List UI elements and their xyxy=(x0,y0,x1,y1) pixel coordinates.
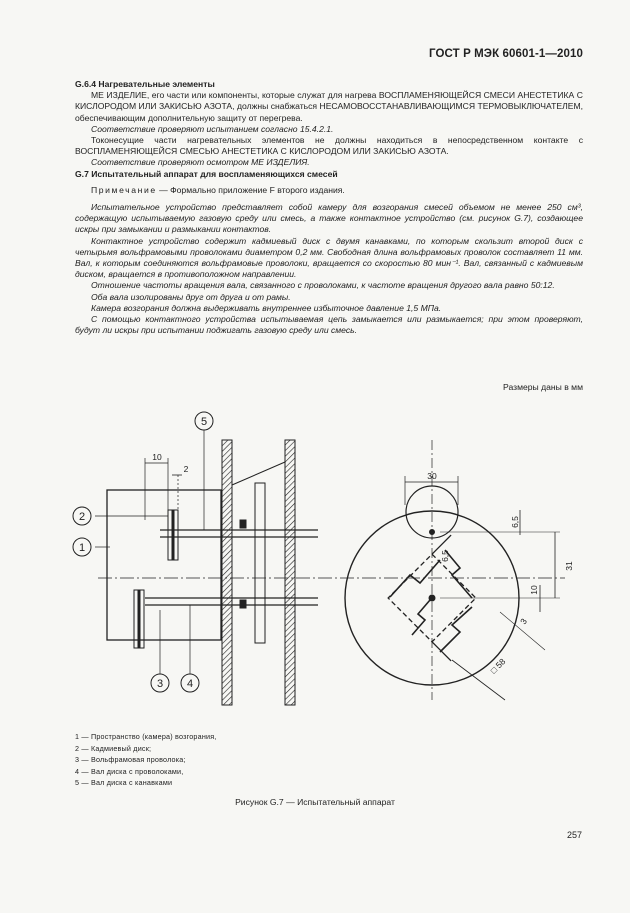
dim-label: 6,5 xyxy=(440,550,450,562)
frame-wall xyxy=(285,440,295,705)
paragraph: Испытательное устройство представляет собой камеру для возгорания смесей объемом не менее 250 см³, содержащую испытываемую газовую среду или смесь, а также контактное устройство (см. рисунок G.7), создающее искры при замыкании и размыкании контактов. xyxy=(75,202,583,235)
figure-caption: Рисунок G.7 — Испытательный аппарат xyxy=(235,797,395,807)
sizes-note: Размеры даны в мм xyxy=(503,382,583,392)
side-bracket xyxy=(232,462,285,485)
legend-item: 2 — Кадмиевый диск; xyxy=(75,743,152,753)
note-text: — Формально приложение F второго издания. xyxy=(156,184,345,195)
dim-label: 2 xyxy=(183,464,189,474)
note-label: Примечание xyxy=(91,184,157,195)
callout-number: 2 xyxy=(78,511,86,523)
note xyxy=(75,185,583,196)
dim-label: 10 xyxy=(529,585,539,595)
callout-number: 3 xyxy=(156,678,164,690)
dim-label: 31 xyxy=(564,561,574,571)
paragraph: МЕ ИЗДЕЛИЕ, его части или компоненты, которые служат для нагрева ВОСПЛАМЕНЯЮЩЕЙСЯ СМЕСИ АНЕСТЕТИКА С КИСЛОРОДОМ ИЛИ ЗАКИСЬЮ АЗОТА, должны снабжаться НЕСАМОВОССТАНАВЛИВАЮЩИМСЯ ТЕРМОВЫКЛЮЧАТЕЛЕМ, обеспечивающим дополнительную защиту от перегрева. xyxy=(75,90,583,123)
dim-label: 3 xyxy=(518,616,529,627)
frame-wall xyxy=(222,440,232,705)
callout-number: 5 xyxy=(200,416,208,428)
paragraph: Отношение частоты вращения вала, связанного с проволоками, к частоте вращения другого вала равно 50:12. xyxy=(91,280,555,291)
section-heading: G.6.4 Нагревательные элементы xyxy=(75,79,215,89)
paragraph: С помощью контактного устройства испытываемая цепь замыкается или размыкается; при этом проверяют, будут ли искры при испытании поджигать газовую среду или смесь. xyxy=(75,314,583,336)
callout-number: 1 xyxy=(78,542,86,554)
apparatus-drawing xyxy=(0,395,630,725)
compliance-paragraph: Соответствие проверяют испытанием согласно 15.4.2.1. xyxy=(91,123,334,134)
dim-label: 10 xyxy=(152,452,162,462)
legend-item: 4 — Вал диска с проволоками, xyxy=(75,766,184,776)
legend-item: 3 — Вольфрамовая проволока; xyxy=(75,755,186,764)
callout-number: 4 xyxy=(186,678,194,690)
bracket-block xyxy=(255,483,265,643)
paragraph: Токонесущие части нагревательных элементов не должны находиться в непосредственном контакте с ВОСПЛАМЕНЯЮЩЕЙСЯ СМЕСЬЮ АНЕСТЕТИКА С КИСЛОРОДОМ ИЛИ ЗАКИСЬЮ АЗОТА. xyxy=(75,135,583,157)
section-heading: G.7 Испытательный аппарат для воспламеняющихся смесей xyxy=(75,168,338,179)
page-number: 257 xyxy=(566,830,582,840)
dim-label: 30 xyxy=(427,471,437,481)
figure-legend xyxy=(75,731,217,789)
compliance-paragraph: Соответствие проверяют осмотром МЕ ИЗДЕЛИЯ. xyxy=(91,157,310,168)
paragraph: Контактное устройство содержит кадмиевый диск с двумя канавками, по которым скользит второй диск с четырьмя вольфрамовыми проволоками диаметром 0,2 мм. Свободная длина вольфрамовых проволок составляет 11 мм. Вал, к которым соединяются вольфрамовые проволоки, вращается со скоростью 80 мин⁻¹. Вал, связанный с кадмиевым диском, вращается в противоположном направлении. xyxy=(75,235,583,280)
paragraph: Оба вала изолированы друг от друга и от рамы. xyxy=(91,291,291,302)
dim-label: □ 58 xyxy=(488,656,508,676)
body-text xyxy=(75,79,583,336)
paragraph: Камера возгорания должна выдерживать внутреннее избыточное давление 1,5 МПа. xyxy=(91,302,442,313)
standard-header: ГОСТ Р МЭК 60601-1—2010 xyxy=(429,48,583,60)
legend-item: 1 — Пространство (камера) возгорания, xyxy=(75,732,217,741)
legend-item: 5 — Вал диска с канавками xyxy=(75,778,173,787)
dim-label: 6,5 xyxy=(510,516,520,528)
